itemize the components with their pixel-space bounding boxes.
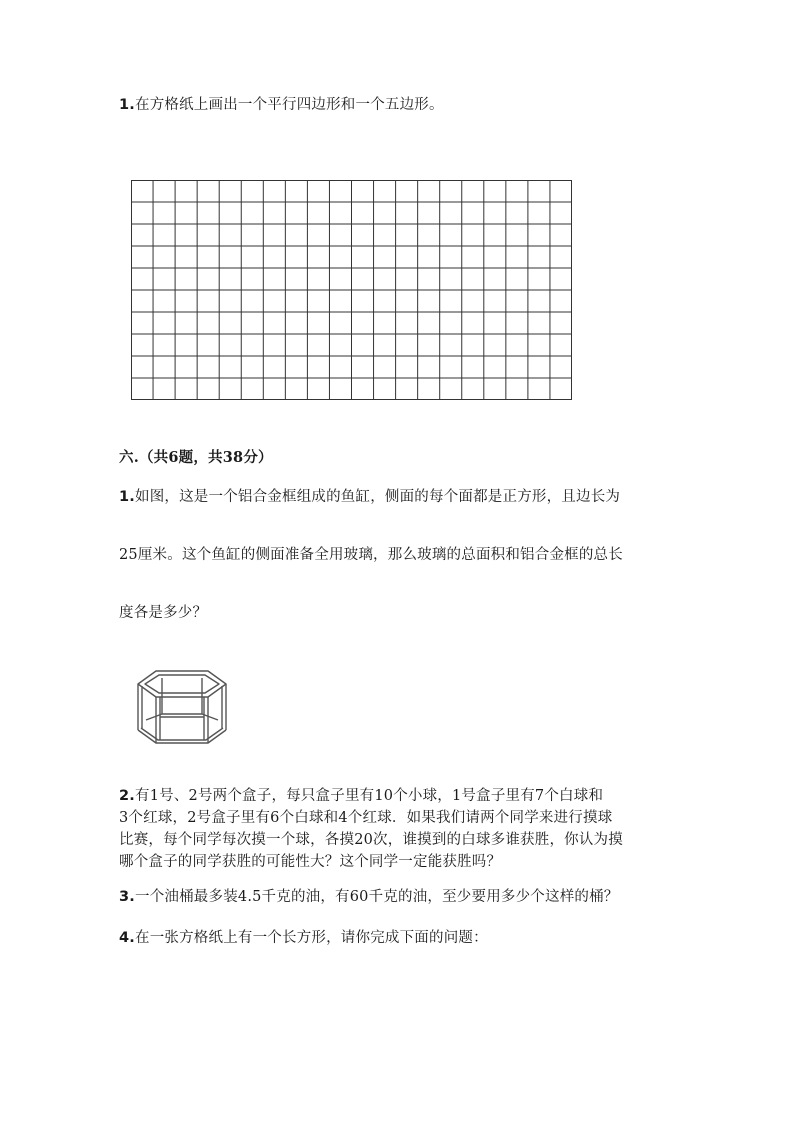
s6-q4-number: 4. (119, 930, 135, 946)
grid-paper (131, 180, 572, 400)
s6-q1-line3: 度各是多少？ (119, 605, 208, 621)
s6-q1-text-1: 如图，这是一个铝合金框组成的鱼缸，侧面的每个面都是正方形，且边长为 (135, 489, 621, 505)
s5-q1-number: 1. (119, 97, 135, 113)
hexagonal-prism-frame-icon (136, 668, 228, 746)
section-heading-text: 六.（共6题，共38分） (119, 449, 273, 466)
s6-q4-text: 在一张方格纸上有一个长方形，请你完成下面的问题： (135, 930, 488, 946)
s6-q2-line3: 比赛，每个同学每次摸一个球，各摸20次，谁摸到的白球多谁获胜，你认为摸 (119, 832, 623, 848)
s6-q2-line2: 3个红球，2号盒子里有6个白球和4个红球．如果我们请两个同学来进行摸球 (119, 810, 613, 826)
s6-q1-line1 (119, 487, 620, 507)
s6-q4 (119, 928, 488, 948)
s6-q3-number: 3. (119, 889, 135, 905)
s6-q3-text: 一个油桶最多装4.5千克的油，有60千克的油，至少要用多少个这样的桶？ (135, 889, 619, 905)
s6-q3 (119, 887, 619, 907)
section-heading (119, 448, 273, 468)
s5-q1 (119, 95, 444, 115)
s6-q1-line2: 25厘米。这个鱼缸的侧面准备全用玻璃，那么玻璃的总面积和铝合金框的总长 (119, 547, 623, 563)
s6-q2-line1 (119, 786, 603, 806)
s5-q1-text: 在方格纸上画出一个平行四边形和一个五边形。 (135, 97, 444, 113)
s6-q1-number: 1. (119, 489, 135, 505)
s6-q2-line4: 哪个盒子的同学获胜的可能性大？这个同学一定能获胜吗？ (119, 854, 502, 870)
s6-q2-text-1: 有1号、2号两个盒子，每只盒子里有10个小球，1号盒子里有7个白球和 (135, 788, 604, 804)
s6-q2-number: 2. (119, 788, 135, 804)
